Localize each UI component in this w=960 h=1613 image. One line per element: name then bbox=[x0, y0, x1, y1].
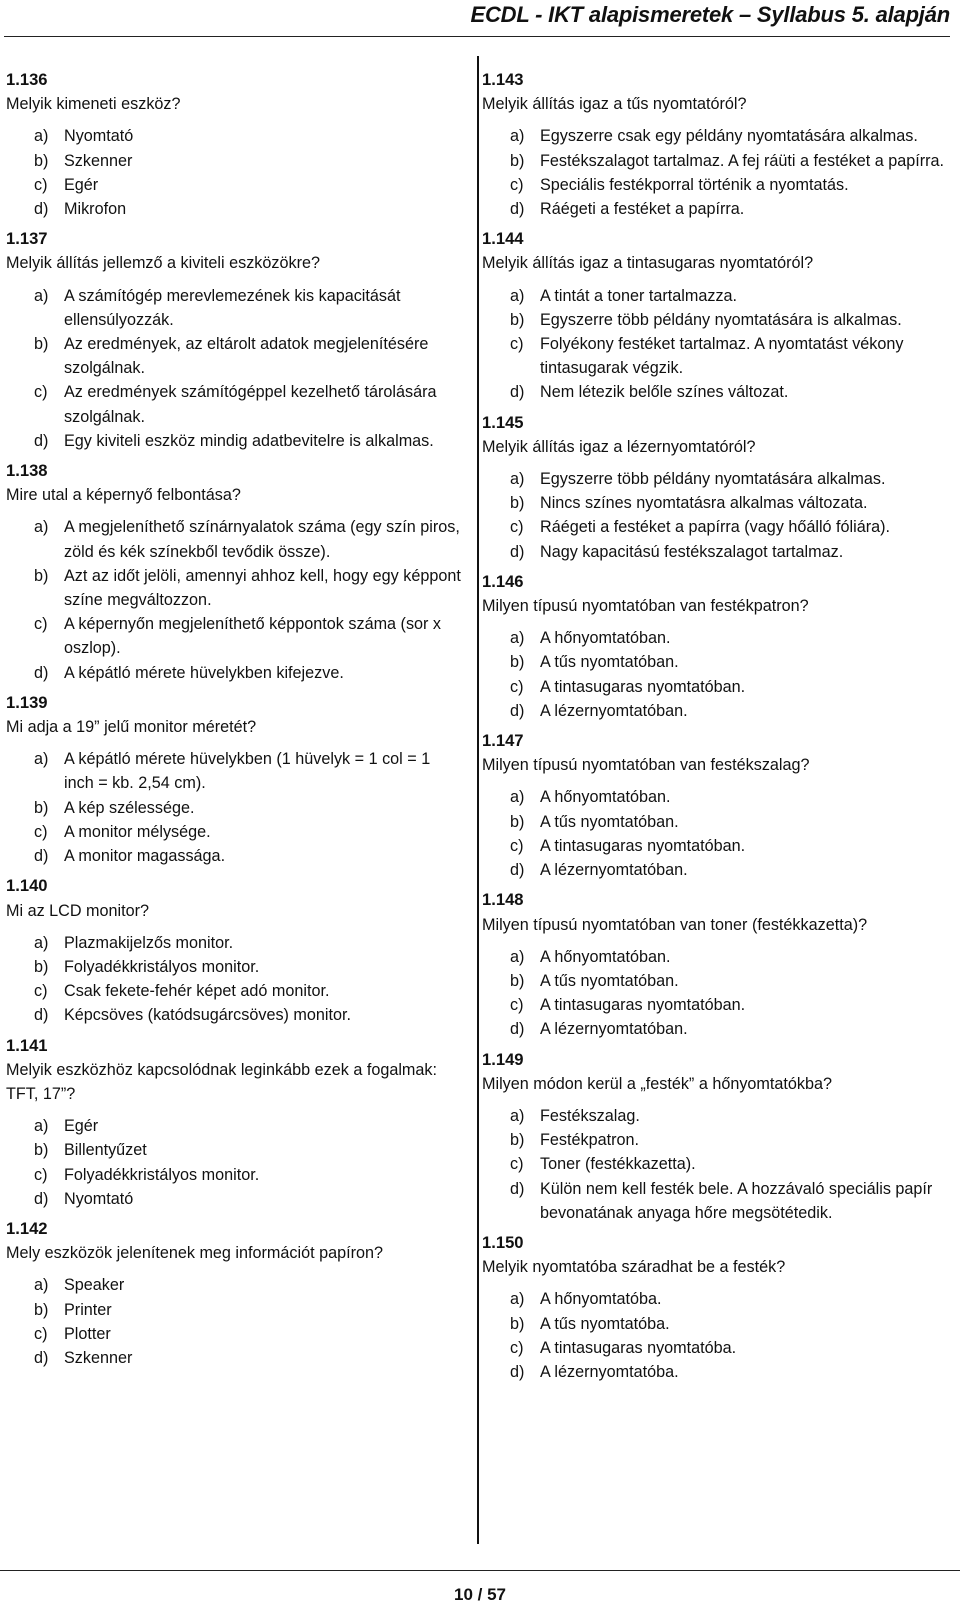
answer-option bbox=[6, 1114, 464, 1138]
option-letter: b) bbox=[510, 653, 525, 672]
option-text: A tintasugaras nyomtatóban. bbox=[540, 996, 746, 1015]
answer-option bbox=[482, 124, 952, 148]
answer-options bbox=[482, 124, 952, 221]
answer-option bbox=[6, 661, 464, 685]
answer-option bbox=[482, 1104, 952, 1128]
option-text: Toner (festékkazetta). bbox=[540, 1155, 696, 1174]
option-text: Festékpatron. bbox=[540, 1131, 639, 1150]
option-letter: c) bbox=[510, 1155, 524, 1174]
answer-options bbox=[482, 1104, 952, 1225]
option-letter: a) bbox=[34, 1276, 49, 1295]
question-number: 1.137 bbox=[6, 229, 48, 249]
answer-options bbox=[482, 284, 952, 405]
question-number: 1.140 bbox=[6, 876, 48, 896]
option-text: A lézernyomtatóban. bbox=[540, 861, 688, 880]
option-text: A hőnyomtatóban. bbox=[540, 788, 671, 807]
answer-option bbox=[6, 1138, 464, 1162]
left-question-column bbox=[6, 68, 464, 1376]
question-number: 1.136 bbox=[6, 70, 48, 89]
answer-option bbox=[482, 1017, 952, 1041]
answer-options bbox=[6, 284, 464, 453]
question-text: Melyik állítás igaz a lézernyomtatóról? bbox=[482, 437, 756, 456]
option-letter: c) bbox=[34, 1324, 48, 1343]
answer-options bbox=[6, 1273, 464, 1370]
option-text: Plazmakijelzős monitor. bbox=[64, 933, 234, 952]
answer-option bbox=[6, 1003, 464, 1027]
option-letter: b) bbox=[34, 335, 49, 354]
answer-options bbox=[482, 626, 952, 723]
option-text: A tintát a toner tartalmazza. bbox=[540, 286, 738, 305]
question-number: 1.138 bbox=[6, 461, 48, 481]
answer-option bbox=[482, 332, 952, 380]
answer-option bbox=[482, 540, 952, 564]
question-text: Mi az LCD monitor? bbox=[6, 901, 150, 920]
column-divider bbox=[477, 56, 479, 1544]
option-text: Egyszerre csak egy példány nyomtatására alkalmas. bbox=[540, 127, 918, 146]
option-letter: a) bbox=[510, 1106, 525, 1125]
answer-option bbox=[482, 699, 952, 723]
option-text: A hőnyomtatóban. bbox=[540, 629, 671, 648]
answer-option bbox=[482, 197, 952, 221]
option-letter: b) bbox=[34, 798, 49, 817]
option-text: Nyomtató bbox=[64, 127, 134, 146]
question-number: 1.141 bbox=[6, 1035, 48, 1055]
option-text: Szkenner bbox=[64, 1348, 133, 1367]
option-text: Nincs színes nyomtatásra alkalmas változata. bbox=[540, 494, 868, 513]
answer-options bbox=[482, 945, 952, 1042]
option-letter: d) bbox=[34, 663, 49, 682]
option-letter: c) bbox=[510, 518, 524, 537]
option-letter: d) bbox=[510, 861, 525, 880]
option-letter: c) bbox=[34, 982, 48, 1001]
option-letter: d) bbox=[34, 1348, 49, 1367]
option-letter: c) bbox=[510, 335, 524, 354]
option-letter: a) bbox=[510, 629, 525, 648]
answer-option bbox=[6, 1346, 464, 1370]
answer-options bbox=[6, 124, 464, 221]
option-letter: d) bbox=[510, 1362, 525, 1381]
option-text: A tűs nyomtatóban. bbox=[540, 812, 679, 831]
option-text: Nem létezik belőle színes változat. bbox=[540, 383, 789, 402]
question-text: Melyik kimeneti eszköz? bbox=[6, 95, 181, 114]
question-text: Mi adja a 19” jelű monitor méretét? bbox=[6, 718, 257, 737]
option-text: Printer bbox=[64, 1300, 112, 1319]
option-text: Folyékony festéket tartalmaz. A nyomtatást vékony tintasugarak végzik. bbox=[540, 335, 904, 378]
question-block bbox=[6, 459, 464, 685]
answer-option bbox=[482, 284, 952, 308]
option-text: A kép szélessége. bbox=[64, 798, 195, 817]
option-letter: b) bbox=[510, 812, 525, 831]
answer-option bbox=[6, 564, 464, 612]
answer-option bbox=[482, 149, 952, 173]
question-text: Milyen típusú nyomtatóban van festékpatron? bbox=[482, 597, 809, 616]
question-text: Milyen módon kerül a „festék” a hőnyomtatókba? bbox=[482, 1074, 833, 1093]
option-letter: d) bbox=[510, 1179, 525, 1198]
option-text: Ráégeti a festéket a papírra (vagy hőálló fóliára). bbox=[540, 518, 891, 537]
option-text: A tűs nyomtatóban. bbox=[540, 971, 679, 990]
option-text: A tűs nyomtatóban. bbox=[540, 653, 679, 672]
option-text: Folyadékkristályos monitor. bbox=[64, 1165, 260, 1184]
option-text: A képátló mérete hüvelykben kifejezve. bbox=[64, 663, 344, 682]
answer-option bbox=[482, 1177, 952, 1225]
answer-options bbox=[482, 467, 952, 564]
question-block bbox=[6, 1217, 464, 1370]
answer-option bbox=[6, 955, 464, 979]
answer-option bbox=[482, 467, 952, 491]
answer-option bbox=[482, 1128, 952, 1152]
answer-option bbox=[6, 612, 464, 660]
answer-option bbox=[482, 1336, 952, 1360]
option-letter: d) bbox=[34, 1006, 49, 1025]
option-letter: a) bbox=[34, 518, 49, 537]
option-letter: c) bbox=[510, 836, 524, 855]
answer-option bbox=[6, 844, 464, 868]
option-text: Csak fekete-fehér képet adó monitor. bbox=[64, 982, 330, 1001]
option-text: A képernyőn megjeleníthető képpontok száma (sor x oszlop). bbox=[64, 615, 442, 658]
question-text: Melyik állítás igaz a tűs nyomtatóról? bbox=[482, 95, 747, 114]
option-text: Speciális festékporral történik a nyomtatás. bbox=[540, 175, 849, 194]
option-letter: c) bbox=[34, 1165, 48, 1184]
option-letter: d) bbox=[34, 200, 49, 219]
question-number: 1.150 bbox=[482, 1232, 524, 1252]
question-text: Milyen típusú nyomtatóban van festékszalag? bbox=[482, 756, 810, 775]
answer-option bbox=[482, 380, 952, 404]
answer-option bbox=[482, 969, 952, 993]
option-text: Festékszalag. bbox=[540, 1106, 640, 1125]
option-letter: a) bbox=[34, 127, 49, 146]
answer-option bbox=[482, 1287, 952, 1311]
option-text: A lézernyomtatóban. bbox=[540, 1020, 688, 1039]
option-letter: c) bbox=[34, 615, 48, 634]
option-letter: a) bbox=[510, 947, 525, 966]
answer-option bbox=[6, 515, 464, 563]
answer-options bbox=[6, 931, 464, 1028]
option-text: A monitor mélysége. bbox=[64, 822, 211, 841]
option-letter: b) bbox=[510, 1131, 525, 1150]
option-text: Egyszerre több példány nyomtatására alkalmas. bbox=[540, 470, 886, 489]
question-number: 1.139 bbox=[6, 692, 48, 712]
page-header-title: ECDL - IKT alapismeretek – Syllabus 5. alapján bbox=[470, 2, 950, 27]
option-text: Szkenner bbox=[64, 151, 133, 170]
option-text: Az eredmények számítógéppel kezelhető tárolására szolgálnak. bbox=[64, 383, 437, 426]
option-text: A megjeleníthető színárnyalatok száma (egy szín piros, zöld és kék színekből tevődik össze). bbox=[64, 518, 460, 561]
option-text: Egy kiviteli eszköz mindig adatbevitelre is alkalmas. bbox=[64, 431, 434, 450]
option-letter: a) bbox=[510, 470, 525, 489]
question-number: 1.142 bbox=[6, 1218, 48, 1238]
option-text: A tűs nyomtatóba. bbox=[540, 1314, 670, 1333]
option-letter: b) bbox=[34, 566, 49, 585]
answer-option bbox=[482, 1152, 952, 1176]
answer-options bbox=[6, 747, 464, 868]
question-text: Milyen típusú nyomtatóban van toner (festékkazetta)? bbox=[482, 915, 868, 934]
answer-option bbox=[482, 491, 952, 515]
option-text: Külön nem kell festék bele. A hozzávaló speciális papír bevonatának anyaga hőre megsötétedik. bbox=[540, 1179, 933, 1222]
page-number: 10 / 57 bbox=[454, 1585, 506, 1604]
question-number: 1.149 bbox=[482, 1049, 524, 1069]
question-text: Mely eszközök jelenítenek meg információt papíron? bbox=[6, 1244, 383, 1263]
option-letter: d) bbox=[34, 1189, 49, 1208]
option-text: A tintasugaras nyomtatóba. bbox=[540, 1338, 737, 1357]
option-text: Egér bbox=[64, 1117, 99, 1136]
answer-options bbox=[482, 1287, 952, 1384]
question-block bbox=[6, 68, 464, 221]
question-number: 1.148 bbox=[482, 890, 524, 910]
answer-option bbox=[6, 1163, 464, 1187]
option-letter: a) bbox=[34, 286, 49, 305]
question-block bbox=[482, 1231, 952, 1384]
answer-option bbox=[6, 747, 464, 795]
option-letter: d) bbox=[510, 1020, 525, 1039]
option-letter: c) bbox=[510, 677, 524, 696]
option-text: Azt az időt jelöli, amennyi ahhoz kell, hogy egy képpont színe megváltozzon. bbox=[64, 566, 461, 610]
answer-option bbox=[482, 173, 952, 197]
option-text: Az eredmények, az eltárolt adatok megjelenítésére szolgálnak. bbox=[64, 335, 429, 378]
option-letter: a) bbox=[34, 933, 49, 952]
answer-option bbox=[6, 332, 464, 380]
option-letter: c) bbox=[34, 822, 48, 841]
option-letter: b) bbox=[34, 957, 49, 976]
answer-option bbox=[482, 626, 952, 650]
option-letter: a) bbox=[34, 750, 49, 769]
answer-option bbox=[6, 284, 464, 332]
question-text: Melyik eszközhöz kapcsolódnak leginkább ezek a fogalmak: TFT, 17”? bbox=[6, 1060, 438, 1103]
question-block bbox=[6, 227, 464, 453]
option-letter: d) bbox=[510, 701, 525, 720]
answer-option bbox=[6, 197, 464, 221]
answer-options bbox=[6, 1114, 464, 1211]
option-text: A lézernyomtatóban. bbox=[540, 701, 688, 720]
answer-options bbox=[6, 515, 464, 684]
answer-option bbox=[6, 124, 464, 148]
option-letter: d) bbox=[510, 542, 525, 561]
option-text: Folyadékkristályos monitor. bbox=[64, 957, 260, 976]
option-text: A monitor magassága. bbox=[64, 847, 226, 866]
answer-option bbox=[6, 820, 464, 844]
option-letter: a) bbox=[34, 1117, 49, 1136]
answer-option bbox=[482, 1312, 952, 1336]
option-text: A hőnyomtatóba. bbox=[540, 1290, 662, 1309]
question-block bbox=[6, 874, 464, 1027]
option-letter: c) bbox=[34, 383, 48, 402]
question-block bbox=[482, 729, 952, 882]
option-letter: c) bbox=[34, 175, 48, 194]
option-text: Speaker bbox=[64, 1276, 125, 1295]
option-letter: d) bbox=[510, 383, 525, 402]
answer-option bbox=[6, 380, 464, 428]
option-letter: a) bbox=[510, 286, 525, 305]
question-number: 1.143 bbox=[482, 70, 524, 89]
header-divider bbox=[4, 36, 950, 37]
option-letter: b) bbox=[510, 971, 525, 990]
answer-option bbox=[6, 796, 464, 820]
option-text: Billentyűzet bbox=[64, 1141, 147, 1160]
option-text: Festékszalagot tartalmaz. A fej ráüti a festéket a papírra. bbox=[540, 151, 944, 170]
question-number: 1.146 bbox=[482, 571, 524, 591]
option-letter: a) bbox=[510, 127, 525, 146]
option-letter: b) bbox=[510, 310, 525, 329]
answer-option bbox=[482, 1360, 952, 1384]
question-block bbox=[482, 227, 952, 404]
question-text: Melyik állítás jellemző a kiviteli eszközökre? bbox=[6, 254, 320, 273]
answer-option bbox=[482, 834, 952, 858]
question-number: 1.144 bbox=[482, 229, 524, 249]
right-question-column bbox=[482, 68, 952, 1390]
question-block bbox=[6, 1034, 464, 1211]
answer-option bbox=[482, 308, 952, 332]
answer-option bbox=[6, 149, 464, 173]
footer-divider bbox=[0, 1570, 960, 1571]
option-letter: c) bbox=[510, 175, 524, 194]
option-text: A tintasugaras nyomtatóban. bbox=[540, 677, 746, 696]
option-letter: b) bbox=[510, 1314, 525, 1333]
option-text: Plotter bbox=[64, 1324, 111, 1343]
answer-option bbox=[6, 979, 464, 1003]
question-number: 1.145 bbox=[482, 412, 524, 432]
option-text: A számítógép merevlemezének kis kapacitását ellensúlyozzák. bbox=[64, 286, 401, 329]
question-text: Melyik nyomtatóba száradhat be a festék? bbox=[482, 1258, 786, 1277]
answer-option bbox=[482, 858, 952, 882]
option-text: Egér bbox=[64, 175, 99, 194]
option-text: A tintasugaras nyomtatóban. bbox=[540, 836, 746, 855]
option-text: A képátló mérete hüvelykben (1 hüvelyk = 1 col = 1 inch = kb. 2,54 cm). bbox=[64, 750, 431, 793]
option-letter: b) bbox=[34, 1300, 49, 1319]
answer-option bbox=[6, 1322, 464, 1346]
option-letter: c) bbox=[510, 1338, 524, 1357]
option-letter: b) bbox=[510, 151, 525, 170]
answer-option bbox=[6, 1273, 464, 1297]
question-number: 1.147 bbox=[482, 731, 524, 751]
option-letter: b) bbox=[34, 1141, 49, 1160]
answer-option bbox=[482, 993, 952, 1017]
option-letter: a) bbox=[510, 788, 525, 807]
answer-option bbox=[482, 675, 952, 699]
option-letter: d) bbox=[510, 200, 525, 219]
answer-option bbox=[6, 173, 464, 197]
option-text: A hőnyomtatóban. bbox=[540, 947, 671, 966]
option-text: Ráégeti a festéket a papírra. bbox=[540, 200, 745, 219]
option-text: Képcsöves (katódsugárcsöves) monitor. bbox=[64, 1006, 352, 1025]
option-text: Nagy kapacitású festékszalagot tartalmaz. bbox=[540, 542, 844, 561]
question-block bbox=[482, 1048, 952, 1225]
answer-option bbox=[482, 650, 952, 674]
question-block bbox=[6, 691, 464, 868]
answer-option bbox=[6, 1298, 464, 1322]
option-letter: c) bbox=[510, 996, 524, 1015]
option-letter: b) bbox=[34, 151, 49, 170]
answer-option bbox=[482, 785, 952, 809]
answer-options bbox=[482, 785, 952, 882]
answer-option bbox=[482, 515, 952, 539]
option-text: Nyomtató bbox=[64, 1189, 134, 1208]
option-text: Egyszerre több példány nyomtatására is alkalmas. bbox=[540, 310, 902, 329]
question-block bbox=[482, 68, 952, 221]
option-letter: d) bbox=[34, 431, 49, 450]
option-letter: b) bbox=[510, 494, 525, 513]
question-block bbox=[482, 570, 952, 723]
option-text: Mikrofon bbox=[64, 200, 127, 219]
option-letter: d) bbox=[34, 847, 49, 866]
answer-option bbox=[482, 945, 952, 969]
option-text: A lézernyomtatóba. bbox=[540, 1362, 679, 1381]
answer-option bbox=[482, 810, 952, 834]
question-text: Melyik állítás igaz a tintasugaras nyomtatóról? bbox=[482, 254, 814, 273]
question-text: Mire utal a képernyő felbontása? bbox=[6, 486, 241, 505]
answer-option bbox=[6, 931, 464, 955]
question-block bbox=[482, 888, 952, 1041]
question-block bbox=[482, 411, 952, 564]
option-letter: a) bbox=[510, 1290, 525, 1309]
answer-option bbox=[6, 429, 464, 453]
answer-option bbox=[6, 1187, 464, 1211]
